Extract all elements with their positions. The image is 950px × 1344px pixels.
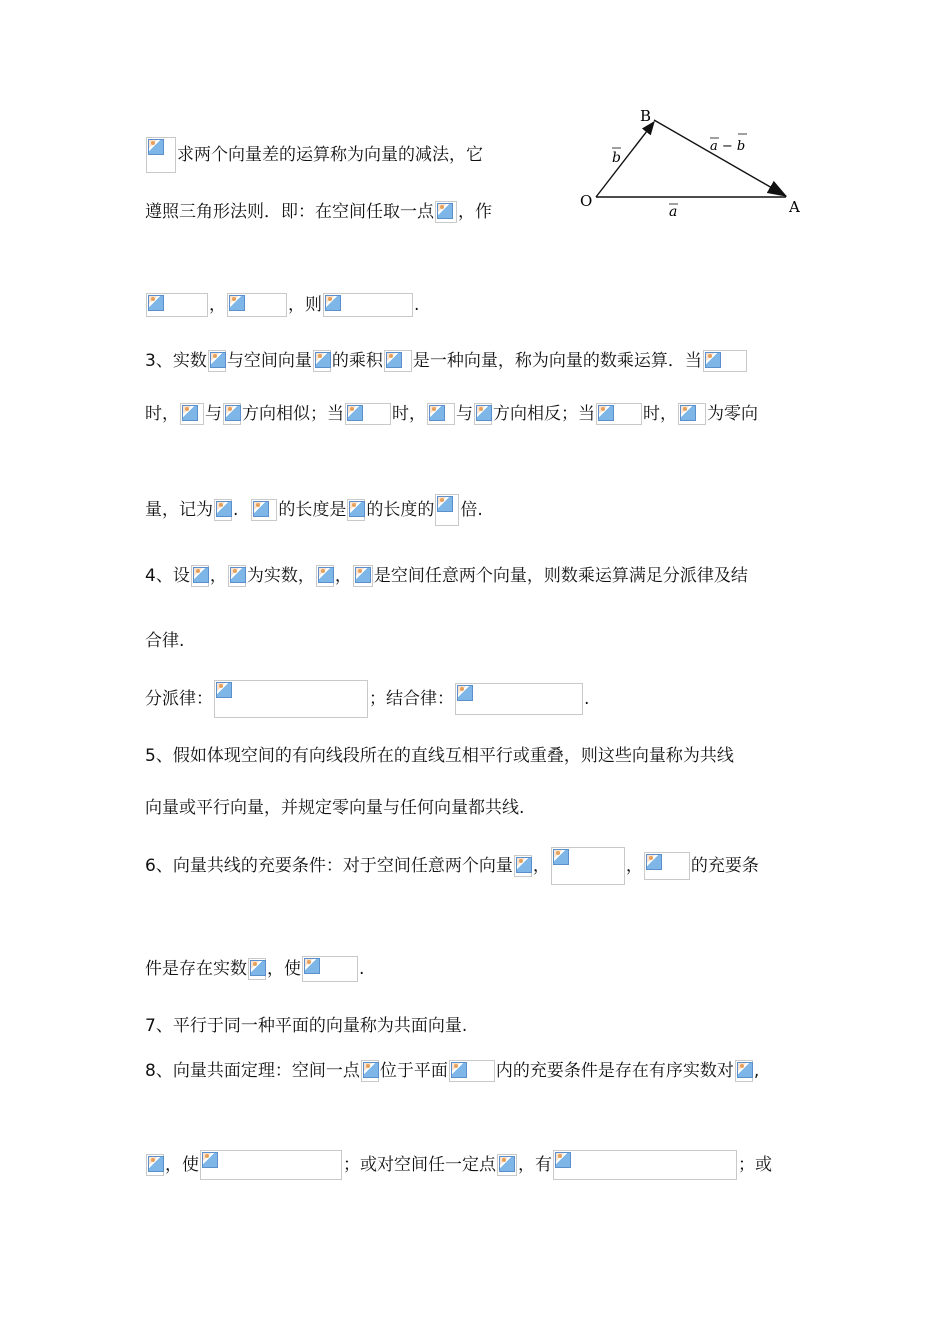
formula-image [146, 293, 208, 317]
vector-a-label: a [669, 204, 678, 220]
formula-image [251, 499, 277, 521]
line-zero-vector [145, 494, 483, 526]
text: 8、向量共面定理：空间一点 [145, 1061, 360, 1081]
text: 向量或平行向量，并规定零向量与任何向量都共线. [145, 798, 525, 818]
text: 与空间向量 [226, 351, 312, 371]
line-direction [145, 403, 758, 425]
text: ， [334, 566, 352, 586]
text: . [584, 689, 590, 709]
text: ，有 [518, 1155, 552, 1175]
formula-image [596, 403, 642, 425]
point-a-label: A [789, 198, 800, 216]
formula-image [384, 350, 412, 372]
line-collinear-cond [145, 847, 759, 885]
formula-image [735, 1060, 753, 1082]
formula-image [361, 1060, 379, 1082]
text: 7、平行于同一种平面的向量称为共面向量. [145, 1016, 468, 1036]
point-o-label: O [580, 192, 593, 210]
vector-ba [654, 120, 786, 196]
formula-image [474, 403, 492, 425]
line-coplanar-def [145, 1015, 467, 1037]
text: 为实数， [246, 566, 315, 586]
formula-image [435, 494, 459, 526]
text: 求两个向量差的运算称为向量的减法，它 [177, 145, 483, 165]
text: ，作 [458, 202, 492, 222]
formula-image [227, 293, 287, 317]
text: . [233, 500, 239, 520]
line-scalar-mult [145, 350, 748, 372]
formula-image [302, 956, 358, 982]
vector-a-minus-b-label: a − b [710, 139, 746, 154]
formula-image [223, 403, 241, 425]
line-vector-defs [145, 293, 419, 317]
text: ；或对空间任一定点 [343, 1155, 496, 1175]
text: 合律. [145, 631, 185, 651]
formula-image [248, 958, 266, 980]
formula-image [497, 1154, 517, 1176]
text: ，则 [288, 295, 322, 315]
text: 的长度是 [278, 500, 347, 520]
text: 方向相似；当 [242, 404, 344, 424]
line-coplanar-theorem-cont [145, 1150, 772, 1180]
formula-image [200, 1150, 342, 1180]
text: 的长度的 [366, 500, 435, 520]
text: . [414, 295, 420, 315]
formula-image [449, 1060, 495, 1082]
formula-image [316, 565, 334, 587]
line-coplanar-theorem [145, 1060, 759, 1082]
line-subtraction-def [145, 137, 483, 173]
text: 时， [643, 404, 677, 424]
text: ，使 [165, 1155, 199, 1175]
formula-image [191, 565, 209, 587]
text: 的充要条 [690, 856, 759, 876]
formula-image [514, 855, 532, 877]
text: ， [209, 295, 226, 315]
text: 遵照三角形法则．即：在空间任取一点 [145, 202, 434, 222]
text: ， [625, 856, 643, 876]
text: 4、设 [145, 566, 190, 586]
formula-image [208, 350, 226, 372]
formula-image [214, 499, 232, 521]
formula-image [703, 350, 747, 372]
text: 时， [392, 404, 426, 424]
formula-image [455, 683, 583, 715]
line-collinear-cond-cont [145, 956, 364, 982]
text: 位于平面 [379, 1061, 448, 1081]
text: . [359, 959, 365, 979]
text: ，使 [267, 959, 301, 979]
line-collinear-def-cont [145, 797, 524, 819]
line-laws-intro [145, 565, 748, 587]
text: ， [209, 566, 227, 586]
line-triangle-rule [145, 201, 492, 223]
text: 是空间任意两个向量，则数乘运算满足分派律及结 [373, 566, 748, 586]
text: 与 [205, 404, 222, 424]
formula-image [180, 403, 204, 425]
formula-image [146, 137, 176, 173]
text: 是一种向量，称为向量的数乘运算．当 [412, 351, 702, 371]
point-b-label: B [640, 107, 652, 125]
formula-image [347, 499, 365, 521]
formula-image [313, 350, 331, 372]
formula-image [644, 852, 690, 880]
formula-image [146, 1154, 164, 1176]
text: 为零向 [707, 404, 758, 424]
formula-image [214, 680, 368, 718]
text: 时， [145, 404, 179, 424]
line-collinear-def [145, 745, 734, 767]
text: , [753, 1061, 760, 1081]
vector-triangle-diagram [572, 100, 812, 230]
vector-b-label: b [612, 150, 621, 166]
formula-image [678, 403, 706, 425]
formula-image [553, 1150, 737, 1180]
vector-ob [596, 122, 654, 197]
text: 3、实数 [145, 351, 207, 371]
formula-image [551, 847, 625, 885]
line-laws [145, 680, 589, 718]
formula-image [435, 201, 457, 223]
formula-image [353, 565, 373, 587]
text: ；结合律： [369, 689, 454, 709]
text: 倍. [460, 500, 483, 520]
line-laws-cont [145, 630, 184, 652]
text: 的乘积 [331, 351, 383, 371]
text: 方向相反；当 [493, 404, 595, 424]
formula-image [323, 293, 413, 317]
text: 6、向量共线的充要条件：对于空间任意两个向量 [145, 856, 513, 876]
text: 与 [456, 404, 473, 424]
formula-image [345, 403, 391, 425]
text: 件是存在实数 [145, 959, 247, 979]
text: 内的充要条件是存在有序实数对 [495, 1061, 734, 1081]
formula-image [427, 403, 455, 425]
formula-image [228, 565, 246, 587]
text: ， [532, 856, 550, 876]
text: ；或 [738, 1155, 772, 1175]
text: 量，记为 [145, 500, 213, 520]
text: 分派律： [145, 689, 213, 709]
text: 5、假如体现空间的有向线段所在的直线互相平行或重叠，则这些向量称为共线 [145, 746, 734, 766]
